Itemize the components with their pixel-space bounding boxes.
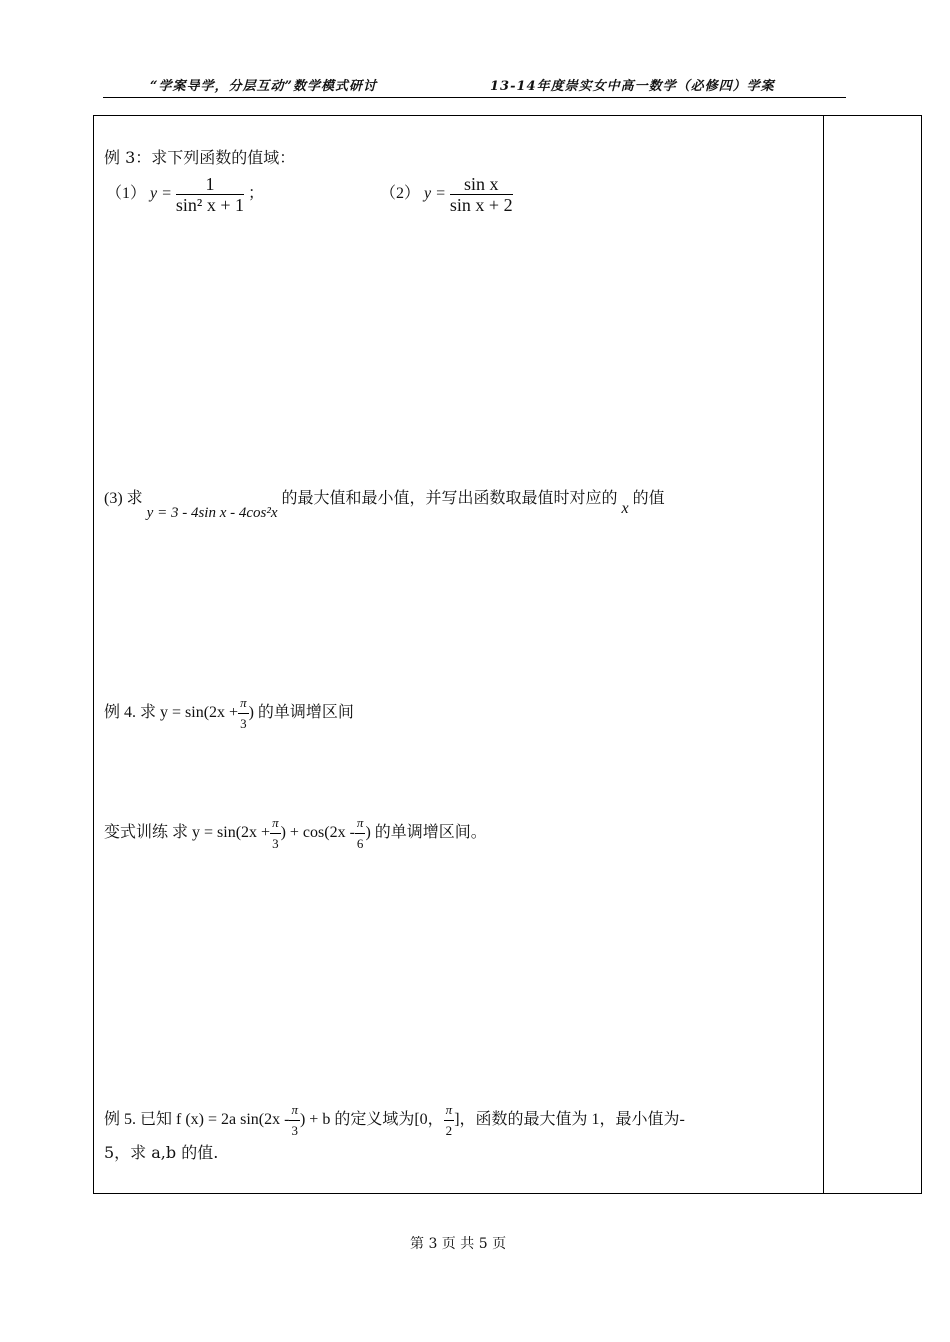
part-1-label: （1） [106,185,147,203]
example-3-part-3 [104,489,665,521]
part-2-denominator: sin x + 2 [449,195,513,215]
example-3-part-1 [106,174,264,215]
part-1-fraction [176,174,244,215]
part-3-text: 的最大值和最小值，并写出函数取最值时对应的 [281,490,618,507]
example-5-numerator-2: π [444,1100,455,1121]
part-3-tail: 的值 [632,490,665,507]
part-3-label: (3) 求 [104,490,143,507]
content-table [93,115,922,1194]
example-5-denominator-2: 2 [445,1123,453,1138]
variant-prefix: 变式训练 求 [104,824,189,842]
example-5 [104,1100,685,1141]
part-1-numerator: 1 [176,174,244,195]
example-5-formula-1: f (x) = 2a sin(2x - [176,1111,290,1129]
example-5-tail: ]，函数的最大值为 1，最小值为- [454,1111,685,1129]
part-1-tail: ； [247,185,264,203]
variant-suffix: 的单调增区间。 [374,824,487,842]
part-2-fraction [450,174,513,215]
table-column-divider [823,115,824,1194]
example-4-prefix: 例 4. 求 [104,704,157,722]
variant-formula-1: y = sin(2x + [192,824,271,842]
example-4 [104,693,354,734]
part-3-formula: y = 3 - 4sin x - 4cos²x [146,505,278,521]
part-2-numerator: sin x [450,174,513,195]
variant-formula-2: ) + cos(2x - [280,824,355,842]
example-5-denominator-1: 3 [291,1123,298,1138]
header-rule [103,97,846,98]
variant-denominator-1: 3 [272,836,279,851]
variant-training [104,813,487,854]
example-5-numerator-1: π [289,1100,300,1121]
example-4-formula-left: y = sin(2x + [160,704,239,722]
part-2-lhs: y = [424,185,446,203]
example-4-numerator: π [238,693,249,714]
example-5-formula-2: ) + b [299,1111,331,1129]
example-4-suffix: 的单调增区间 [257,704,354,722]
part-3-variable: x [621,500,629,517]
example-4-formula-right: ) [248,704,254,722]
part-2-label: （2） [380,185,421,203]
example-4-fraction [238,693,249,734]
variant-denominator-2: 6 [356,836,364,851]
header-right: 13-14年度崇实女中高一数学（必修四）学案 [490,79,775,94]
example-5-fraction-2 [444,1100,455,1141]
part-1-denominator: sin² x + 1 [175,195,244,215]
example-5-line-2: 5，求 a,b 的值. [104,1143,219,1162]
header-left: “学案导学，分层互动”数学模式研讨 [150,79,377,94]
part-1-lhs: y = [150,185,172,203]
variant-fraction-1 [270,813,281,854]
example-3-title: 例 3：求下列函数的值域： [104,148,296,167]
variant-numerator-1: π [270,813,281,834]
variant-numerator-2: π [355,813,366,834]
example-5-prefix: 例 5. 已知 [104,1111,173,1129]
variant-fraction-2 [355,813,366,854]
example-3-part-2 [380,174,513,215]
page-footer: 第 3 页 共 5 页 [410,1236,507,1252]
example-4-denominator: 3 [240,716,247,731]
example-5-mid: 的定义域为[0， [334,1111,444,1129]
variant-formula-3: ) [365,824,371,842]
example-5-fraction-1 [289,1100,300,1141]
